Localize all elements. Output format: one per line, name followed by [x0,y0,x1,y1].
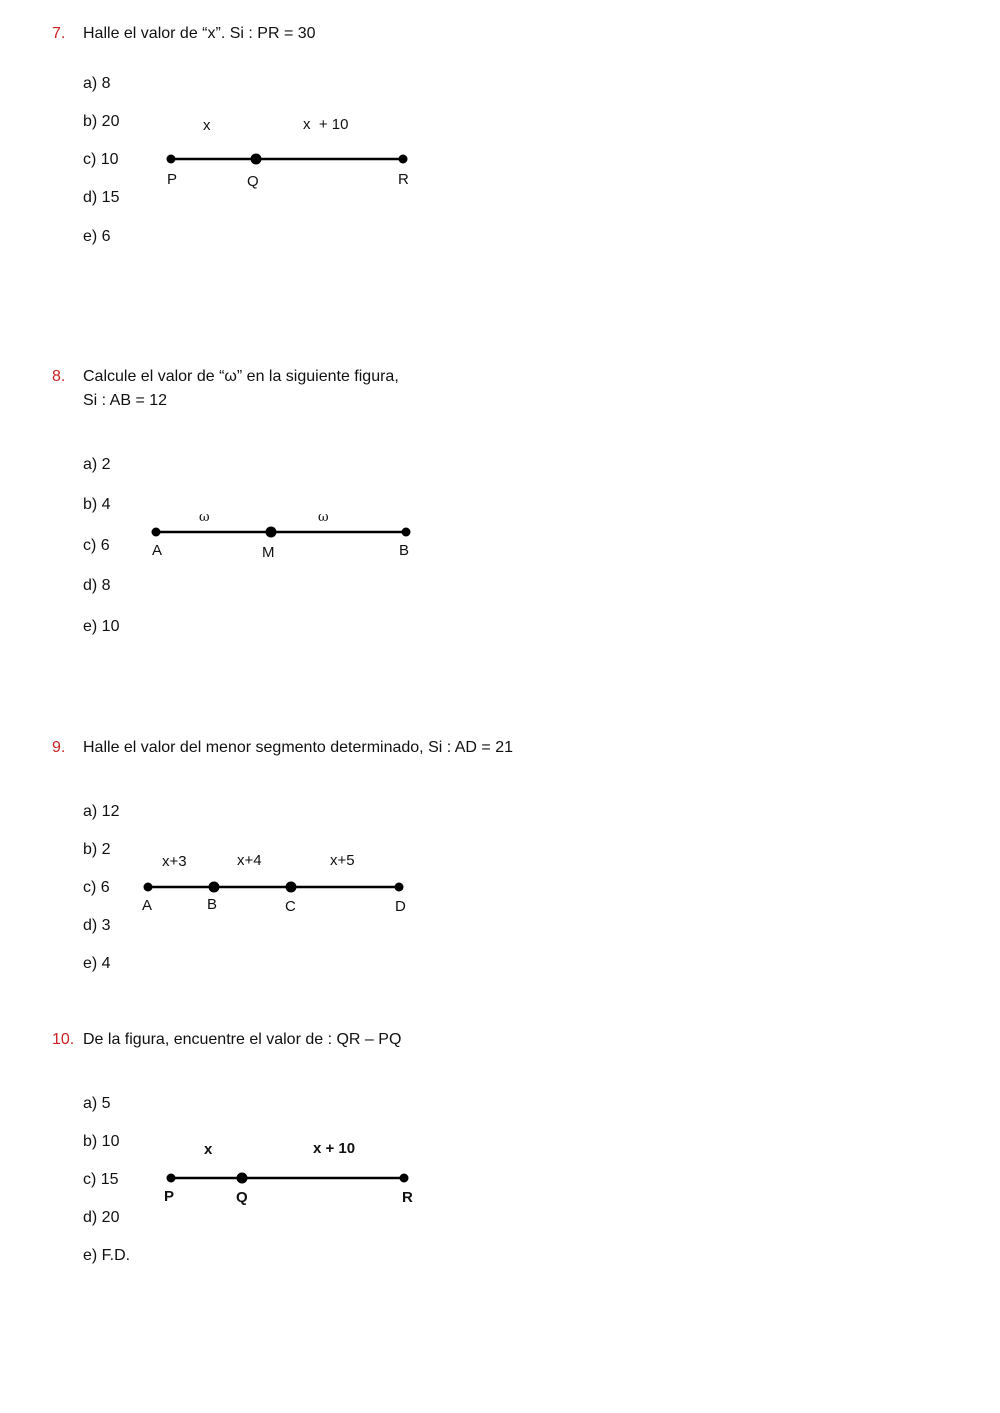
option-c[interactable]: c) 15 [83,1171,119,1188]
option-d[interactable]: d) 20 [83,1209,120,1226]
segment-label-AB: x+3 [162,853,187,870]
point-label-M: M [262,544,275,561]
option-d[interactable]: d) 8 [83,577,111,594]
point-label-B: B [207,896,218,913]
question-text-line-2: Si : AB = 12 [83,392,168,409]
option-a[interactable]: a) 2 [83,456,111,473]
option-e[interactable]: e) 6 [83,228,111,245]
option-e[interactable]: e) 10 [83,618,120,635]
option-e[interactable]: e) 4 [83,955,111,972]
segment-label-PQ: x [203,117,211,134]
point-R [400,1174,409,1183]
point-label-R: R [398,171,409,188]
point-label-R: R [402,1189,413,1206]
question-text: De la figura, encuentre el valor de : QR – PQ [83,1031,402,1048]
option-a[interactable]: a) 8 [83,75,111,92]
option-b[interactable]: b) 10 [83,1133,120,1150]
point-label-C: C [285,898,296,915]
option-b[interactable]: b) 2 [83,841,111,858]
question-number: 9. [52,739,66,756]
option-d[interactable]: d) 3 [83,917,111,934]
option-c[interactable]: c) 10 [83,151,119,168]
segment-label-MB: ω [318,510,329,525]
point-label-A: A [152,542,163,559]
question-number: 10. [52,1031,75,1048]
point-label-D: D [395,898,406,915]
point-P [167,1174,176,1183]
option-d[interactable]: d) 15 [83,189,120,206]
segment-label-AM: ω [199,510,210,525]
question-text: Calcule el valor de “ω” en la siguiente figura, [83,368,399,385]
question-text: Halle el valor de “x”. Si : PR = 30 [83,25,316,42]
segment-label-BC: x+4 [237,852,262,869]
point-Q [237,1173,248,1184]
option-a[interactable]: a) 12 [83,803,120,820]
point-label-B: B [399,542,410,559]
question-number: 7. [52,25,66,42]
point-label-Q: Q [236,1189,248,1206]
point-label-P: P [167,171,178,188]
segment-label-CD: x+5 [330,852,355,869]
option-b[interactable]: b) 4 [83,496,111,513]
point-label-A: A [142,897,153,914]
option-e[interactable]: e) F.D. [83,1247,131,1264]
question-text: Halle el valor del menor segmento determinado, Si : AD = 21 [83,739,514,756]
point-label-P: P [164,1188,175,1205]
option-c[interactable]: c) 6 [83,537,110,554]
question-number: 8. [52,368,66,385]
point-label-Q: Q [247,173,259,190]
option-b[interactable]: b) 20 [83,113,120,130]
segment-label-QR: x + 10 [303,116,349,133]
option-a[interactable]: a) 5 [83,1095,111,1112]
segment-label-PQ: x [204,1141,213,1158]
segment-label-QR: x + 10 [313,1140,356,1157]
option-c[interactable]: c) 6 [83,879,110,896]
